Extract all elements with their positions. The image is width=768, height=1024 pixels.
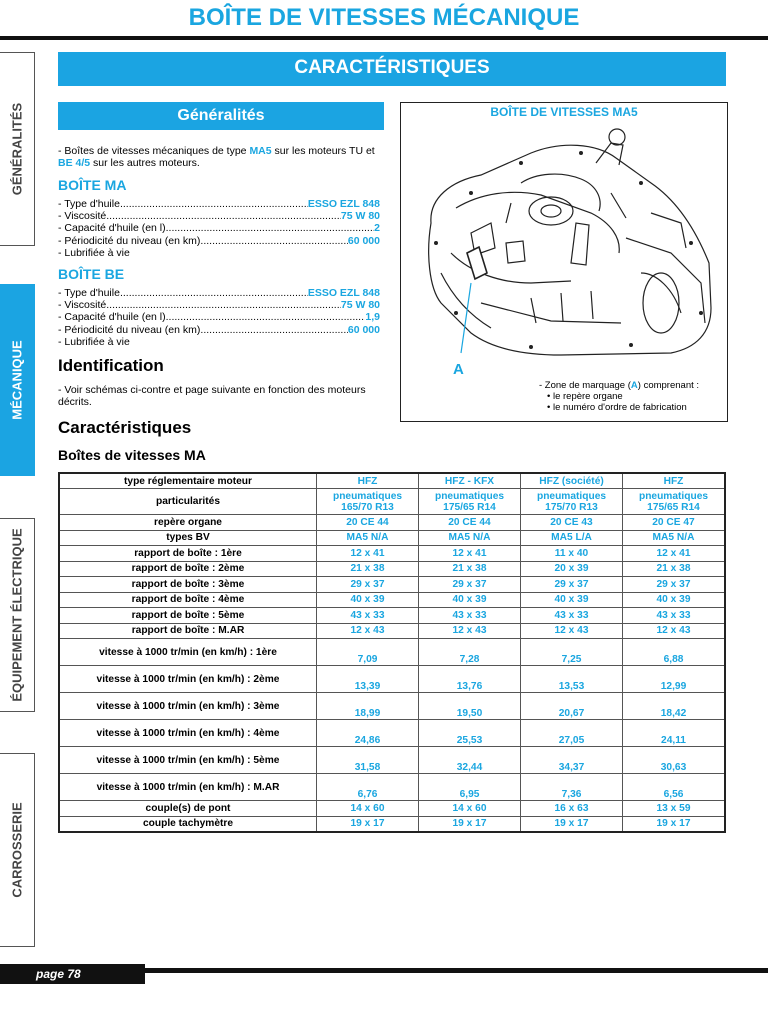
table-cell: 20 CE 44 xyxy=(317,515,419,531)
table-cell: pneumatiques 175/65 R14 xyxy=(623,489,726,515)
dot-leader xyxy=(200,235,347,247)
table-cell: 12 x 41 xyxy=(623,546,726,562)
table-cell: 19 x 17 xyxy=(419,816,521,832)
table-cell: 19 x 17 xyxy=(623,816,726,832)
tab-carrosserie[interactable] xyxy=(0,753,35,947)
table-cell: 40 x 39 xyxy=(521,592,623,608)
table-row xyxy=(59,774,725,801)
table-row xyxy=(59,801,725,817)
table-cell: 11 x 40 xyxy=(521,546,623,562)
row-label: rapport de boîte : 1ère xyxy=(59,546,317,562)
tab-generalites[interactable] xyxy=(0,52,35,246)
tab-generalites-label: GÉNÉRALITÉS xyxy=(9,102,25,196)
spec-value: ESSO EZL 848 xyxy=(307,198,380,210)
table-cell: 20 CE 44 xyxy=(419,515,521,531)
identification-heading: Identification xyxy=(58,356,164,375)
table-cell: 13,76 xyxy=(419,666,521,693)
table-cell: 40 x 39 xyxy=(623,592,726,608)
boite-be-spec-row xyxy=(58,311,380,323)
figure-title: BOÎTE DE VITESSES MA5 xyxy=(490,105,638,119)
table-cell: 14 x 60 xyxy=(419,801,521,817)
specifications-table xyxy=(58,472,726,833)
table-row xyxy=(59,489,725,515)
table-cell: HFZ xyxy=(317,473,419,489)
title-rule xyxy=(0,36,768,40)
table-cell: 20,67 xyxy=(521,693,623,720)
spec-value: 60 000 xyxy=(347,234,380,247)
table-row xyxy=(59,592,725,608)
identification-text: - Voir schémas ci-contre et page suivante en fonction des moteurs décrits. xyxy=(58,384,366,408)
spec-label: - Capacité d'huile (en l) xyxy=(58,222,166,235)
boite-ma-spec-row xyxy=(58,198,380,210)
row-label: vitesse à 1000 tr/min (en km/h) : M.AR xyxy=(59,774,317,801)
table-cell: 12,99 xyxy=(623,666,726,693)
table-row xyxy=(59,623,725,639)
table-cell: 40 x 39 xyxy=(317,592,419,608)
table-cell: 43 x 33 xyxy=(419,608,521,624)
table-cell: 19 x 17 xyxy=(317,816,419,832)
table-cell: 34,37 xyxy=(521,747,623,774)
row-label: rapport de boîte : 4ème xyxy=(59,592,317,608)
boite-be-note: - Lubrifiée à vie xyxy=(58,335,130,348)
spec-label: - Périodicité du niveau (en km) xyxy=(58,323,201,336)
table-cell: 14 x 60 xyxy=(317,801,419,817)
intro-text-2: sur les moteurs TU et xyxy=(271,145,375,157)
spec-label: - Viscosité xyxy=(58,210,107,223)
table-cell: 27,05 xyxy=(521,720,623,747)
row-label: repère organe xyxy=(59,515,317,531)
spec-label: - Capacité d'huile (en l) xyxy=(58,311,166,324)
table-cell: 21 x 38 xyxy=(419,561,521,577)
boite-ma-spec-row xyxy=(58,222,380,234)
spec-value: 60 000 xyxy=(347,323,380,336)
row-label: vitesse à 1000 tr/min (en km/h) : 3ème xyxy=(59,693,317,720)
table-row xyxy=(59,515,725,531)
boite-be-spec-row xyxy=(58,324,380,336)
boite-be-specs xyxy=(58,287,380,348)
spec-label: - Type d'huile xyxy=(58,198,120,210)
table-cell: MA5 L/A xyxy=(521,530,623,546)
table-cell: 24,11 xyxy=(623,720,726,747)
tab-mecanique-label: MÉCANIQUE xyxy=(9,340,25,420)
intro-be: BE 4/5 xyxy=(58,157,91,169)
caption-item: • le repère organe xyxy=(547,390,623,402)
table-cell: 31,58 xyxy=(317,747,419,774)
boite-be-title: BOÎTE BE xyxy=(58,266,125,282)
spec-value: 75 W 80 xyxy=(340,210,380,223)
row-label: vitesse à 1000 tr/min (en km/h) : 4ème xyxy=(59,720,317,747)
page-title: BOÎTE DE VITESSES MÉCANIQUE xyxy=(188,4,580,31)
caption-part-1: - Zone de marquage ( xyxy=(539,380,631,391)
section-bar: CARACTÉRISTIQUES xyxy=(58,52,726,86)
tab-equipement-electrique[interactable] xyxy=(0,518,35,712)
row-label: couple(s) de pont xyxy=(59,801,317,817)
table-cell: HFZ (société) xyxy=(521,473,623,489)
row-label: rapport de boîte : 3ème xyxy=(59,577,317,593)
table-cell: 12 x 43 xyxy=(317,623,419,639)
spec-value: 2 xyxy=(374,222,380,235)
row-label: rapport de boîte : 2ème xyxy=(59,561,317,577)
table-cell: 6,76 xyxy=(317,774,419,801)
table-cell: 7,28 xyxy=(419,639,521,666)
boite-ma-spec-row xyxy=(58,235,380,247)
table-cell: 13 x 59 xyxy=(623,801,726,817)
table-cell: 29 x 37 xyxy=(317,577,419,593)
table-cell: 20 x 39 xyxy=(521,561,623,577)
gearbox-figure xyxy=(400,102,728,422)
figure-marker-a: A xyxy=(453,361,464,378)
boite-ma-note: - Lubrifiée à vie xyxy=(58,246,130,259)
boite-ma-spec-row xyxy=(58,210,380,222)
table-row xyxy=(59,608,725,624)
dot-leader xyxy=(166,222,375,234)
intro-text-3: sur les autres moteurs. xyxy=(90,157,200,169)
row-label: vitesse à 1000 tr/min (en km/h) : 5ème xyxy=(59,747,317,774)
table-cell: 18,99 xyxy=(317,693,419,720)
table-cell: 12 x 43 xyxy=(521,623,623,639)
generalites-intro xyxy=(58,145,384,169)
table-cell: 7,09 xyxy=(317,639,419,666)
table-row xyxy=(59,639,725,666)
spec-value: ESSO EZL 848 xyxy=(307,287,380,299)
dot-leader xyxy=(106,210,341,222)
caption-item: • le numéro d'ordre de fabrication xyxy=(547,401,687,413)
dot-leader xyxy=(200,324,347,336)
table-cell: MA5 N/A xyxy=(419,530,521,546)
dot-leader xyxy=(166,311,366,323)
caracteristiques-heading: Caractéristiques xyxy=(58,418,192,437)
table-cell: pneumatiques 175/70 R13 xyxy=(521,489,623,515)
boite-be-spec-row xyxy=(58,287,380,299)
table-cell: 7,36 xyxy=(521,774,623,801)
table-cell: 32,44 xyxy=(419,747,521,774)
page-number xyxy=(0,964,145,984)
table-row xyxy=(59,561,725,577)
row-label: type réglementaire moteur xyxy=(59,473,317,489)
table-cell: MA5 N/A xyxy=(623,530,726,546)
table-row xyxy=(59,720,725,747)
spec-value: 1,9 xyxy=(365,311,380,324)
dot-leader xyxy=(106,299,341,311)
table-cell: 6,95 xyxy=(419,774,521,801)
tab-equipement-electrique-label: ÉQUIPEMENT ÉLECTRIQUE xyxy=(9,528,25,702)
table-cell: 24,86 xyxy=(317,720,419,747)
dot-leader xyxy=(120,198,308,210)
table-row xyxy=(59,816,725,832)
table-row xyxy=(59,546,725,562)
boites-subheading: Boîtes de vitesses MA xyxy=(58,447,206,463)
table-cell: 19 x 17 xyxy=(521,816,623,832)
table-cell: 13,53 xyxy=(521,666,623,693)
tab-carrosserie-label: CARROSSERIE xyxy=(9,802,25,898)
table-cell: 13,39 xyxy=(317,666,419,693)
page-number-text: page 78 xyxy=(36,967,81,981)
table-cell: 43 x 33 xyxy=(317,608,419,624)
table-cell: 29 x 37 xyxy=(623,577,726,593)
table-cell: 6,56 xyxy=(623,774,726,801)
table-cell: 43 x 33 xyxy=(521,608,623,624)
table-cell: HFZ - KFX xyxy=(419,473,521,489)
tab-mecanique[interactable] xyxy=(0,284,35,476)
table-cell: 12 x 43 xyxy=(419,623,521,639)
table-row xyxy=(59,530,725,546)
generalites-heading: Généralités xyxy=(58,102,384,130)
table-cell: MA5 N/A xyxy=(317,530,419,546)
table-cell: 25,53 xyxy=(419,720,521,747)
boite-be-spec-row xyxy=(58,299,380,311)
figure-caption xyxy=(539,381,725,413)
table-cell: 12 x 43 xyxy=(623,623,726,639)
table-row xyxy=(59,577,725,593)
row-label: vitesse à 1000 tr/min (en km/h) : 2ème xyxy=(59,666,317,693)
table-cell: 21 x 38 xyxy=(317,561,419,577)
table-cell: 29 x 37 xyxy=(419,577,521,593)
table-cell: pneumatiques 165/70 R13 xyxy=(317,489,419,515)
table-cell: pneumatiques 175/65 R14 xyxy=(419,489,521,515)
gearbox-illustration xyxy=(411,123,717,359)
table-row xyxy=(59,666,725,693)
boite-ma-specs xyxy=(58,198,380,259)
spec-value: 75 W 80 xyxy=(340,299,380,312)
intro-ma5: MA5 xyxy=(249,145,272,157)
spec-label: - Type d'huile xyxy=(58,287,120,299)
row-label: couple tachymètre xyxy=(59,816,317,832)
row-label: particularités xyxy=(59,489,317,515)
table-cell: 7,25 xyxy=(521,639,623,666)
row-label: rapport de boîte : M.AR xyxy=(59,623,317,639)
dot-leader xyxy=(120,287,308,299)
row-label: rapport de boîte : 5ème xyxy=(59,608,317,624)
footer-rule xyxy=(145,968,768,973)
table-cell: 29 x 37 xyxy=(521,577,623,593)
table-cell: 21 x 38 xyxy=(623,561,726,577)
row-label: types BV xyxy=(59,530,317,546)
table-row xyxy=(59,747,725,774)
row-label: vitesse à 1000 tr/min (en km/h) : 1ère xyxy=(59,639,317,666)
table-cell: 19,50 xyxy=(419,693,521,720)
intro-text-1: - Boîtes de vitesses mécaniques de type xyxy=(58,145,250,157)
table-cell: 16 x 63 xyxy=(521,801,623,817)
table-cell: 12 x 41 xyxy=(317,546,419,562)
caption-part-2: ) comprenant : xyxy=(637,380,700,391)
spec-label: - Périodicité du niveau (en km) xyxy=(58,234,201,247)
side-tabs xyxy=(0,52,36,945)
table-cell: 43 x 33 xyxy=(623,608,726,624)
table-cell: 12 x 41 xyxy=(419,546,521,562)
spec-label: - Viscosité xyxy=(58,299,107,312)
table-row xyxy=(59,473,725,489)
boite-ma-title: BOÎTE MA xyxy=(58,177,127,193)
table-cell: 18,42 xyxy=(623,693,726,720)
table-cell: 30,63 xyxy=(623,747,726,774)
table-cell: 6,88 xyxy=(623,639,726,666)
table-row xyxy=(59,693,725,720)
table-cell: 20 CE 43 xyxy=(521,515,623,531)
table-cell: HFZ xyxy=(623,473,726,489)
caption-a: A xyxy=(630,380,638,391)
table-cell: 20 CE 47 xyxy=(623,515,726,531)
table-cell: 40 x 39 xyxy=(419,592,521,608)
